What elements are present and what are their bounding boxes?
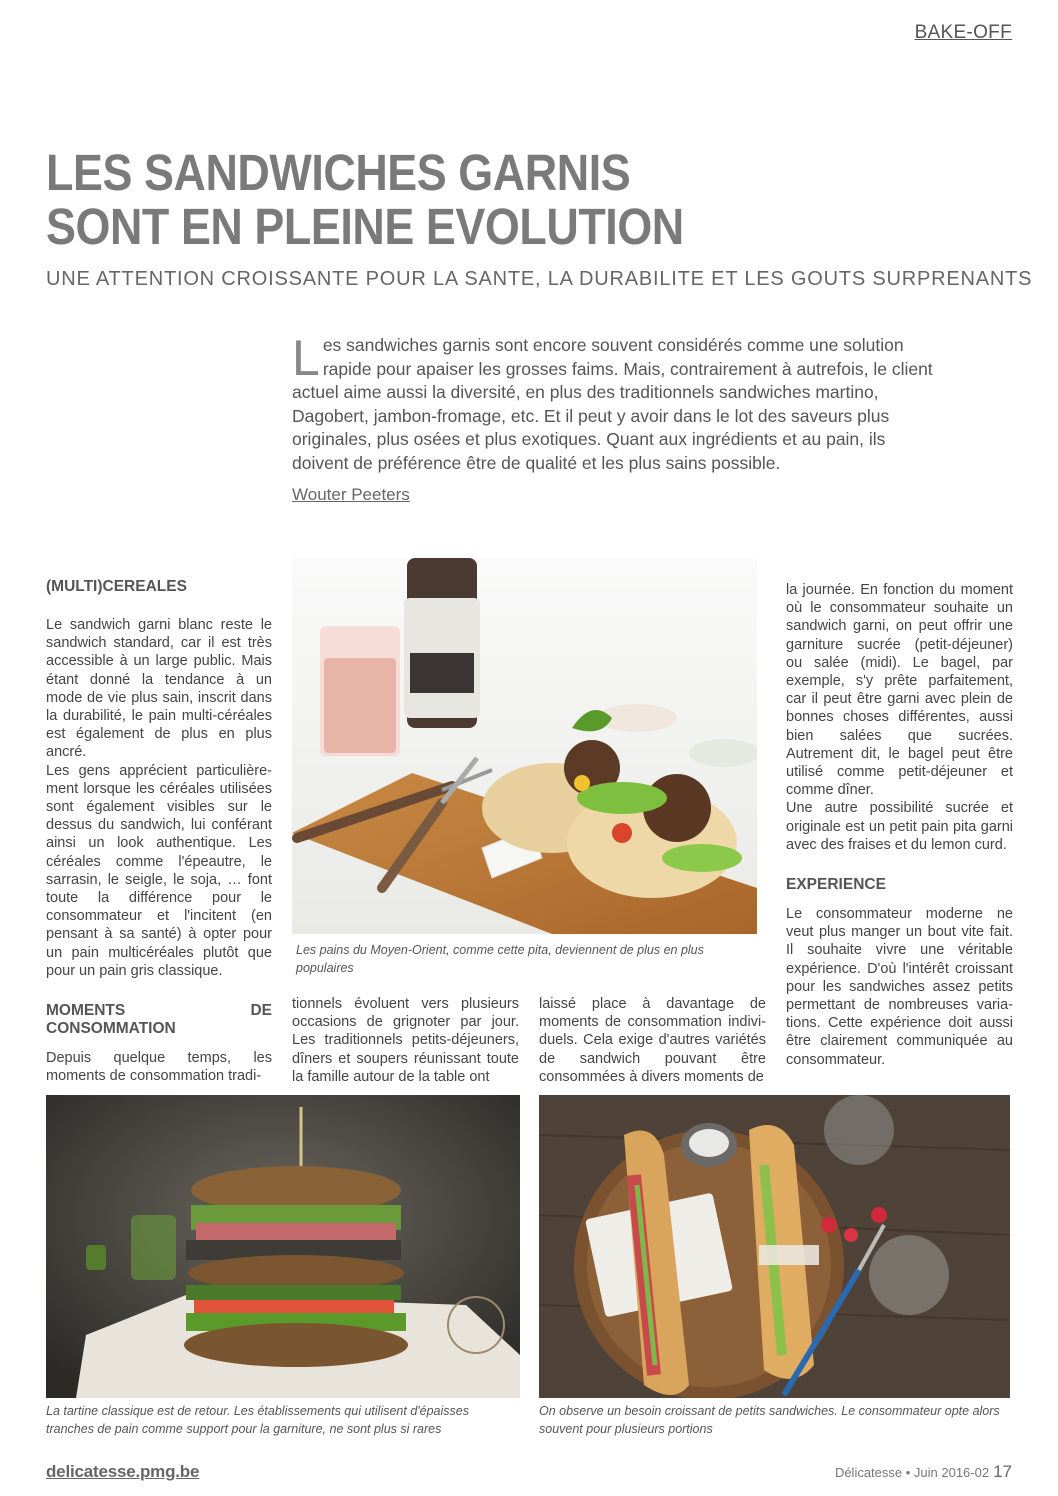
footer-website[interactable]: delicatesse.pmg.be: [46, 1462, 200, 1481]
tartine-photo: [46, 1095, 520, 1398]
dropcap: L: [292, 330, 320, 386]
subtitle: UNE ATTENTION CROISSANTE POUR LA SANTE, LA DURABILITE ET LES GOUTS SURPRENANTS: [46, 268, 1033, 290]
title-line-2: SONT EN PLEINE EVOLUTION: [46, 198, 684, 255]
title-line-1: LES SANDWICHES GARNIS: [46, 144, 631, 201]
baguettes-illustration: [539, 1095, 1010, 1398]
heading-moments: MOMENTS DE CONSOMMATION: [46, 1002, 272, 1038]
column-1: [46, 578, 272, 1085]
paragraph: Le sandwich garni blanc reste le sandwich standard, car il est très accessible à un large public. Mais étant donné la tendance à un mode de vie plus sain, inscrit dans la durabilité, le pain multi-céréales est également de plus en plus ancré.: [46, 617, 272, 761]
intro-text: es sandwiches garnis sont encore souvent considérés comme une solution rapide pour apaiser les grosses faims. Mais, contrairement à autrefois, le client actuel aime aussi la diversité, en plus des traditionnels sandwiches martino, Dagobert, jambon-fromage, etc. Et il peut y avoir dans le lot des saveurs plus originales, plus osées et plus exotiques. Quant aux ingrédients et au pain, ils doivent de préférence être de qualité et les plus sains possible.: [292, 335, 933, 473]
paragraph: laissé place à davantage de moments de consommation indivi-duels. Cela exige d'autres variétés de sandwich pouvant être consommées à divers moments de: [539, 996, 766, 1085]
tartine-illustration: [46, 1095, 520, 1398]
paragraph: Le consommateur moderne ne veut plus manger un bout vite fait. Il souhaite vivre une véritable expérience. D'où l'intérêt croissant pour les sandwiches assez petits permettant de nombreuses varia-tions. Cette expérience doit aussi être clairement communiquée au consommateur.: [786, 906, 1013, 1068]
page-number: 17: [993, 1462, 1012, 1481]
caption-baguettes: On observe un besoin croissant de petits sandwiches. Le consommateur opte alors souvent pour plusieurs portions: [539, 1404, 1000, 1436]
paragraph: Depuis quelque temps, les moments de consommation tradi-: [46, 1050, 272, 1085]
footer-info: [835, 1462, 1012, 1482]
column-4: [786, 581, 1013, 1069]
author-byline: Wouter Peeters: [292, 485, 410, 504]
caption-pita: Les pains du Moyen-Orient, comme cette pita, deviennent de plus en plus populaires: [296, 943, 704, 975]
intro-paragraph: [292, 330, 942, 475]
section-tag: BAKE-OFF: [914, 22, 1012, 43]
heading-cereales: (MULTI)CEREALES: [46, 578, 187, 595]
paragraph: Les gens apprécient particulière-ment lorsque les céréales utilisées sont également visibles sur le dessus du sandwich, lui conférant ainsi un look authentique. Les céréales comme l'épeautre, le sarrasin, le seigle, le soja, … font toute la différence pour le consommateur et l'incitent (en pensant à sa santé) à opter pour un pain multicéréales plutôt que pour un pain gris classique.: [46, 762, 272, 979]
column-3: [539, 995, 766, 1086]
heading-experience: EXPERIENCE: [786, 876, 886, 894]
caption-tartine: La tartine classique est de retour. Les établissements qui utilisent d'épaisses tranches de pain comme support pour la garniture, ne sont plus si rares: [46, 1404, 469, 1436]
paragraph: Une autre possibilité sucrée et originale est un petit pain pita garni avec des fraises et du lemon curd.: [786, 800, 1013, 853]
paragraph: la journée. En fonction du moment où le consommateur souhaite un sandwich garni, on peut offrir une garniture sucrée (petit-déjeuner) ou salée (midi). Le bagel, par exemple, s'y prête parfaitement, car il peut être garni avec plein de bonnes choses différentes, aussi bien salées que sucrées. Autrement dit, le bagel peut être utilisé comme petit-déjeuner et comme dîner.: [786, 582, 1013, 799]
pita-illustration: [292, 558, 757, 934]
issue-label: Délicatesse • Juin 2016-02: [834, 1465, 990, 1480]
paragraph: tionnels évoluent vers plusieurs occasions de grignoter par jour. Les traditionnels petits-déjeuners, dîners et soupers réunissant toute la famille autour de la table ont: [292, 996, 519, 1085]
baguettes-photo: [539, 1095, 1010, 1398]
page-title: [46, 146, 946, 254]
pita-photo: [292, 558, 757, 934]
column-2: [292, 995, 519, 1086]
